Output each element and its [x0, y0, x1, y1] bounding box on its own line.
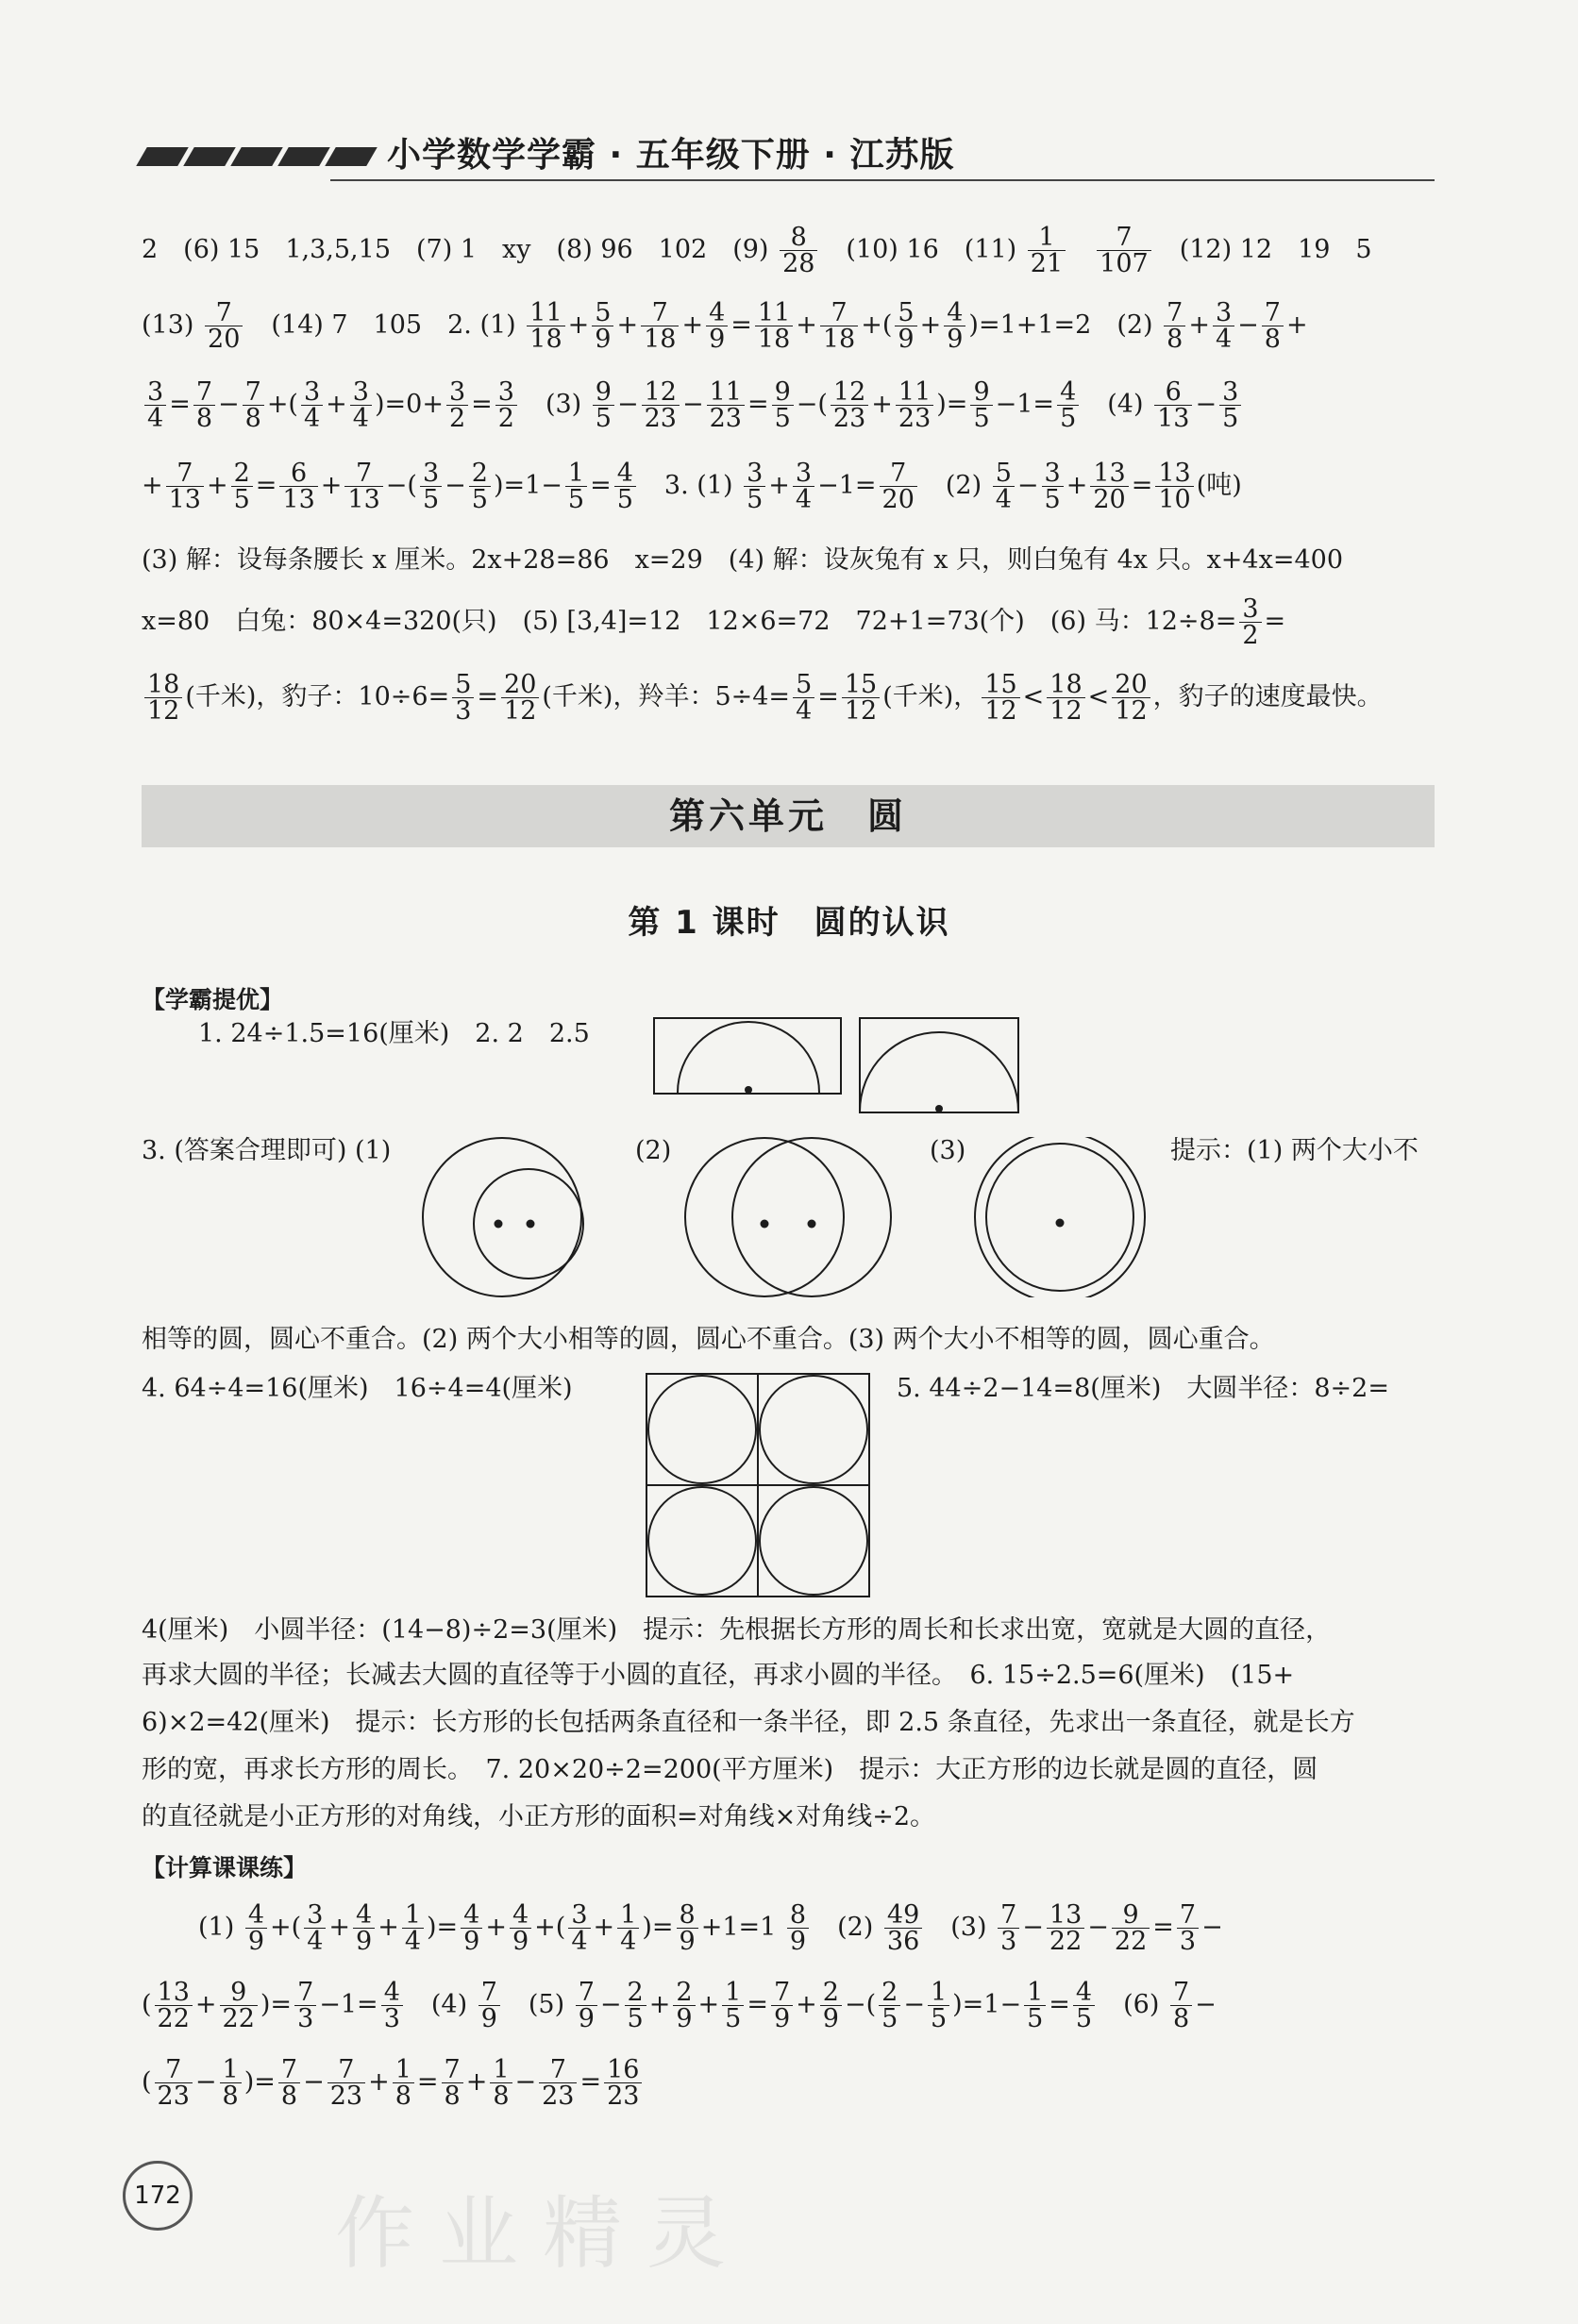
fraction: $\frac{20}{12}$: [1112, 672, 1150, 724]
fraction: $\frac{1}{8}$: [393, 2057, 414, 2109]
answer-line-6: x=80 白兔：80×4=320(只) (5) [3,4]=12 12×6=72 72+1=73(个) (6) 马：12÷8= $\frac{3}{2}$ =: [142, 596, 1286, 648]
fraction: $\frac{8}{9}$: [787, 1902, 809, 1954]
fraction: $\frac{9}{22}$: [1112, 1902, 1150, 1954]
fraction: $\frac{7}{23}$: [327, 2057, 365, 2109]
answer-line-3: $\frac{3}{4}$ = $\frac{7}{8}$ − $\frac{7}{8}$ +( $\frac{3}{4}$ + $\frac{3}{4}$ )=0+ $\frac{3}{2}$ = $\frac{3}{2}$ (3) $\frac{9}{5}$ − $\frac{12}{23}$ − $\frac{11}{23}$ = $\frac{9}{5}$ −( $\frac{12}{23}$ + $\frac{11}{23}$ )= $\frac{9}{5}$ −1= $\frac{4}{5}$ (4) $\frac{6}{13}$ − $\frac{3}{5}$: [142, 379, 1435, 431]
fraction: $\frac{3}{4}$: [793, 460, 814, 512]
circles-figure-1: [408, 1137, 596, 1297]
semicircle-figure-1: [653, 1017, 842, 1095]
fraction: $\frac{7}{20}$: [205, 300, 243, 352]
fraction: $\frac{9}{5}$: [772, 379, 794, 431]
fraction: $\frac{4}{9}$: [510, 1902, 531, 1954]
fraction: $\frac{1}{4}$: [617, 1902, 639, 1954]
fraction: $\frac{3}{4}$: [1213, 300, 1234, 352]
fraction: $\frac{1}{4}$: [402, 1902, 424, 1954]
fraction: $\frac{7}{3}$: [998, 1902, 1019, 1954]
fraction: $\frac{3}{4}$: [301, 379, 323, 431]
computation-line-1: (1) $\frac{4}{9}$ +( $\frac{3}{4}$ + $\frac{4}{9}$ + $\frac{1}{4}$ )= $\frac{4}{9}$ + $\frac{4}{9}$ +( $\frac{3}{4}$ + $\frac{1}{4}$ )= $\frac{8}{9}$ +1=1 $\frac{8}{9}$ (2) $\frac{49}{36}$ (3) $\frac{7}{3}$ − $\frac{13}{22}$ − $\frac{9}{22}$ = $\frac{7}{3}$ −: [198, 1902, 1223, 1954]
paragraph-line-2: 再求大圆的半径；长减去大圆的直径等于小圆的直径，再求小圆的半径。 6. 15÷2.5=6(厘米) (15+: [142, 1661, 1295, 1690]
fraction: $\frac{2}{9}$: [673, 1980, 695, 2031]
fraction: $\frac{7}{20}$: [880, 460, 917, 512]
fraction: $\frac{4}{3}$: [381, 1980, 403, 2031]
fraction: $\frac{7}{9}$: [576, 1980, 597, 2031]
computation-line-2: ( $\frac{13}{22}$ + $\frac{9}{22}$ )= $\frac{7}{3}$ −1= $\frac{4}{3}$ (4) $\frac{7}{9}$ (5) $\frac{7}{9}$ − $\frac{2}{5}$ + $\frac{2}{9}$ + $\frac{1}{5}$ = $\frac{7}{9}$ + $\frac{2}{9}$ −( $\frac{2}{5}$ − $\frac{1}{5}$ )=1− $\frac{1}{5}$ = $\frac{4}{5}$ (6) $\frac{7}{8}$ −: [142, 1980, 1217, 2031]
fraction: $\frac{8}{9}$: [677, 1902, 698, 1954]
paragraph-line-4: 形的宽，再求长方形的周长。 7. 20×20÷2=200(平方厘米) 提示：大正方形的边长就是圆的直径，圆: [142, 1755, 1318, 1784]
fraction: $\frac{7}{3}$: [294, 1980, 316, 2031]
answer-line-4: + $\frac{7}{13}$ + $\frac{2}{5}$ = $\frac{6}{13}$ + $\frac{7}{13}$ −( $\frac{3}{5}$ − $\frac{2}{5}$ )=1− $\frac{1}{5}$ = $\frac{4}{5}$ 3. (1) $\frac{3}{5}$ + $\frac{3}{4}$ −1= $\frac{7}{20}$ (2) $\frac{5}{4}$ − $\frac{3}{5}$ + $\frac{13}{20}$ = $\frac{13}{10}$ (吨): [142, 460, 1242, 512]
q3-hint-start: 提示：(1) 两个大小不: [1170, 1136, 1419, 1165]
fraction: $\frac{11}{18}$: [527, 300, 564, 352]
fraction: $\frac{1}{5}$: [928, 1980, 949, 2031]
fraction: $\frac{5}{3}$: [452, 672, 474, 724]
fraction: $\frac{13}{10}$: [1155, 460, 1193, 512]
fraction: $\frac{1}{5}$: [1024, 1980, 1046, 2031]
book-title: 小学数学学霸 · 五年级下册 · 江苏版: [387, 136, 955, 175]
fraction: $\frac{7}{8}$: [278, 2057, 300, 2109]
fraction: $\frac{7}{23}$: [539, 2057, 577, 2109]
fraction: $\frac{13}{20}$: [1090, 460, 1128, 512]
fraction: $\frac{4}{5}$: [614, 460, 636, 512]
q3-hint-continued: 相等的圆，圆心不重合。(2) 两个大小相等的圆，圆心不重合。(3) 两个大小不相等的圆，圆心重合。: [142, 1325, 1275, 1354]
fraction: $\frac{7}{107}$: [1097, 225, 1151, 276]
fraction: $\frac{7}{23}$: [155, 2057, 193, 2109]
fraction: $\frac{1}{5}$: [722, 1980, 744, 2031]
fraction: $\frac{4}{9}$: [706, 300, 728, 352]
fraction: $\frac{7}{8}$: [442, 2057, 463, 2109]
answer-q1-q2: 1. 24÷1.5=16(厘米) 2. 2 2.5: [198, 1019, 590, 1048]
fraction: $\frac{3}{2}$: [495, 379, 517, 431]
fraction: $\frac{7}{8}$: [243, 379, 264, 431]
computation-line-3: ( $\frac{7}{23}$ − $\frac{1}{8}$ )= $\frac{7}{8}$ − $\frac{7}{23}$ + $\frac{1}{8}$ = $\frac{7}{8}$ + $\frac{1}{8}$ − $\frac{7}{23}$ = $\frac{16}{23}$: [142, 2057, 1435, 2109]
page-header: [142, 113, 1435, 189]
fraction: $\frac{5}{4}$: [793, 672, 814, 724]
fraction: $\frac{7}{8}$: [1262, 300, 1284, 352]
fraction: $\frac{18}{12}$: [1047, 672, 1084, 724]
fraction: $\frac{6}{13}$: [279, 460, 317, 512]
page-number: 172: [123, 2161, 193, 2231]
fraction: $\frac{2}{5}$: [231, 460, 253, 512]
fraction: $\frac{7}{18}$: [641, 300, 679, 352]
fraction: $\frac{3}{4}$: [350, 379, 372, 431]
fraction: $\frac{9}{5}$: [970, 379, 992, 431]
lesson-title: 第 1 课时 圆的认识: [628, 904, 950, 942]
fraction: $\frac{3}{4}$: [304, 1902, 326, 1954]
fraction: $\frac{8}{28}$: [780, 225, 817, 276]
unit-title: 第六单元 圆: [142, 785, 1435, 847]
paragraph-line-5: 的直径就是小正方形的对角线，小正方形的面积=对角线×对角线÷2。: [142, 1802, 936, 1831]
paragraph-line-1: 4(厘米) 小圆半径：(14−8)÷2=3(厘米) 提示：先根据长方形的周长和长求出宽，宽就是大圆的直径，: [142, 1615, 1332, 1645]
fraction: $\frac{2}{9}$: [820, 1980, 842, 2031]
fraction: $\frac{4}{9}$: [353, 1902, 375, 1954]
fraction: $\frac{4}{9}$: [461, 1902, 482, 1954]
fraction: $\frac{5}{4}$: [993, 460, 1015, 512]
fraction: $\frac{11}{18}$: [755, 300, 793, 352]
fraction: $\frac{13}{22}$: [155, 1980, 193, 2031]
fraction: $\frac{6}{13}$: [1154, 379, 1192, 431]
fraction: $\frac{3}{2}$: [446, 379, 468, 431]
fraction: $\frac{3}{5}$: [744, 460, 765, 512]
fraction: $\frac{1}{8}$: [490, 2057, 512, 2109]
fraction: $\frac{7}{8}$: [1164, 300, 1185, 352]
fraction: $\frac{12}{23}$: [831, 379, 868, 431]
fraction: $\frac{2}{5}$: [625, 1980, 646, 2031]
fraction: $\frac{5}{9}$: [592, 300, 613, 352]
fraction: $\frac{49}{36}$: [884, 1902, 922, 1954]
fraction: $\frac{3}{5}$: [1042, 460, 1064, 512]
fraction: $\frac{2}{5}$: [879, 1980, 900, 2031]
fraction: $\frac{12}{23}$: [642, 379, 680, 431]
four-circles-square-figure: [646, 1373, 872, 1597]
fraction: $\frac{7}{9}$: [478, 1980, 500, 2031]
fraction: $\frac{13}{22}$: [1047, 1902, 1084, 1954]
fraction: $\frac{7}{18}$: [820, 300, 858, 352]
fraction: $\frac{4}{5}$: [1057, 379, 1079, 431]
paragraph-line-3: 6)×2=42(厘米) 提示：长方形的长包括两条直径和一条半径，即 2.5 条直径，先求出一条直径，就是长方: [142, 1708, 1355, 1737]
circles-figure-3: [972, 1137, 1148, 1297]
fraction: $\frac{11}{23}$: [896, 379, 933, 431]
fraction: $\frac{7}{13}$: [344, 460, 382, 512]
fraction: $\frac{1}{5}$: [565, 460, 587, 512]
answer-line-1: 2 (6) 15 1,3,5,15 (7) 1 xy (8) 96 102 (9) $\frac{8}{28}$ (10) 16 (11) $\frac{1}{21}$ $\frac{7}{107}$ (12) 12 19 5: [142, 225, 1372, 276]
fraction: $\frac{3}{4}$: [144, 379, 166, 431]
fraction: $\frac{9}{22}$: [220, 1980, 258, 2031]
q3-prefix: 3. (答案合理即可) (1): [142, 1136, 392, 1165]
watermark-text: 作业精灵: [335, 2187, 751, 2280]
fraction: $\frac{11}{23}$: [707, 379, 745, 431]
circles-figure-2: [680, 1137, 897, 1297]
fraction: $\frac{7}{13}$: [166, 460, 204, 512]
q3-label-3: (3): [930, 1136, 966, 1165]
fraction: $\frac{1}{21}$: [1028, 225, 1066, 276]
fraction: $\frac{15}{12}$: [842, 672, 880, 724]
answer-line-7: $\frac{18}{12}$ (千米)，豹子：10÷6= $\frac{5}{3}$ = $\frac{20}{12}$ (千米)，羚羊：5÷4= $\frac{5}{4}$ = $\frac{15}{12}$ (千米)， $\frac{15}{12}$ < $\frac{18}{12}$ < $\frac{20}{12}$ ，豹子的速度最快。: [142, 672, 1435, 724]
answer-q4: 4. 64÷4=16(厘米) 16÷4=4(厘米): [142, 1374, 573, 1403]
answer-q5: 5. 44÷2−14=8(厘米) 大圆半径：8÷2=: [897, 1374, 1389, 1403]
fraction: $\frac{7}{3}$: [1177, 1902, 1199, 1954]
fraction: $\frac{4}{5}$: [1073, 1980, 1095, 2031]
fraction: $\frac{4}{9}$: [944, 300, 965, 352]
fraction: $\frac{15}{12}$: [982, 672, 1019, 724]
header-rule: [330, 179, 1435, 181]
answer-line-5: (3) 解：设每条腰长 x 厘米。2x+28=86 x=29 (4) 解：设灰兔有 x 只，则白兔有 4x 只。x+4x=400: [142, 545, 1343, 575]
fraction: $\frac{1}{8}$: [220, 2057, 242, 2109]
header-stripes-decoration: [142, 147, 372, 166]
fraction: $\frac{18}{12}$: [144, 672, 182, 724]
fraction: $\frac{3}{5}$: [420, 460, 442, 512]
fraction: $\frac{4}{9}$: [245, 1902, 267, 1954]
fraction: $\frac{7}{9}$: [771, 1980, 793, 2031]
q3-label-2: (2): [635, 1136, 672, 1165]
fraction: $\frac{3}{5}$: [1219, 379, 1241, 431]
semicircle-figure-2: [859, 1017, 1019, 1113]
fraction: $\frac{5}{9}$: [895, 300, 916, 352]
answer-line-2: (13) $\frac{7}{20}$ (14) 7 105 2. (1) $\frac{11}{18}$ + $\frac{5}{9}$ + $\frac{7}{18}$ + $\frac{4}{9}$ = $\frac{11}{18}$ + $\frac{7}{18}$ +( $\frac{5}{9}$ + $\frac{4}{9}$ )=1+1=2 (2) $\frac{7}{8}$ + $\frac{3}{4}$ − $\frac{7}{8}$ +: [142, 300, 1308, 352]
fraction: $\frac{3}{4}$: [568, 1902, 590, 1954]
fraction: $\frac{7}{8}$: [193, 379, 215, 431]
fraction: $\frac{2}{5}$: [469, 460, 491, 512]
fraction: $\frac{20}{12}$: [501, 672, 539, 724]
fraction: $\frac{7}{8}$: [1170, 1980, 1192, 2031]
section-tag-computation: 【计算课课练】: [142, 1854, 308, 1881]
fraction: $\frac{9}{5}$: [593, 379, 614, 431]
section-tag-advanced: 【学霸提优】: [142, 986, 284, 1013]
fraction: $\frac{16}{23}$: [604, 2057, 642, 2109]
fraction: $\frac{3}{2}$: [1239, 596, 1261, 648]
